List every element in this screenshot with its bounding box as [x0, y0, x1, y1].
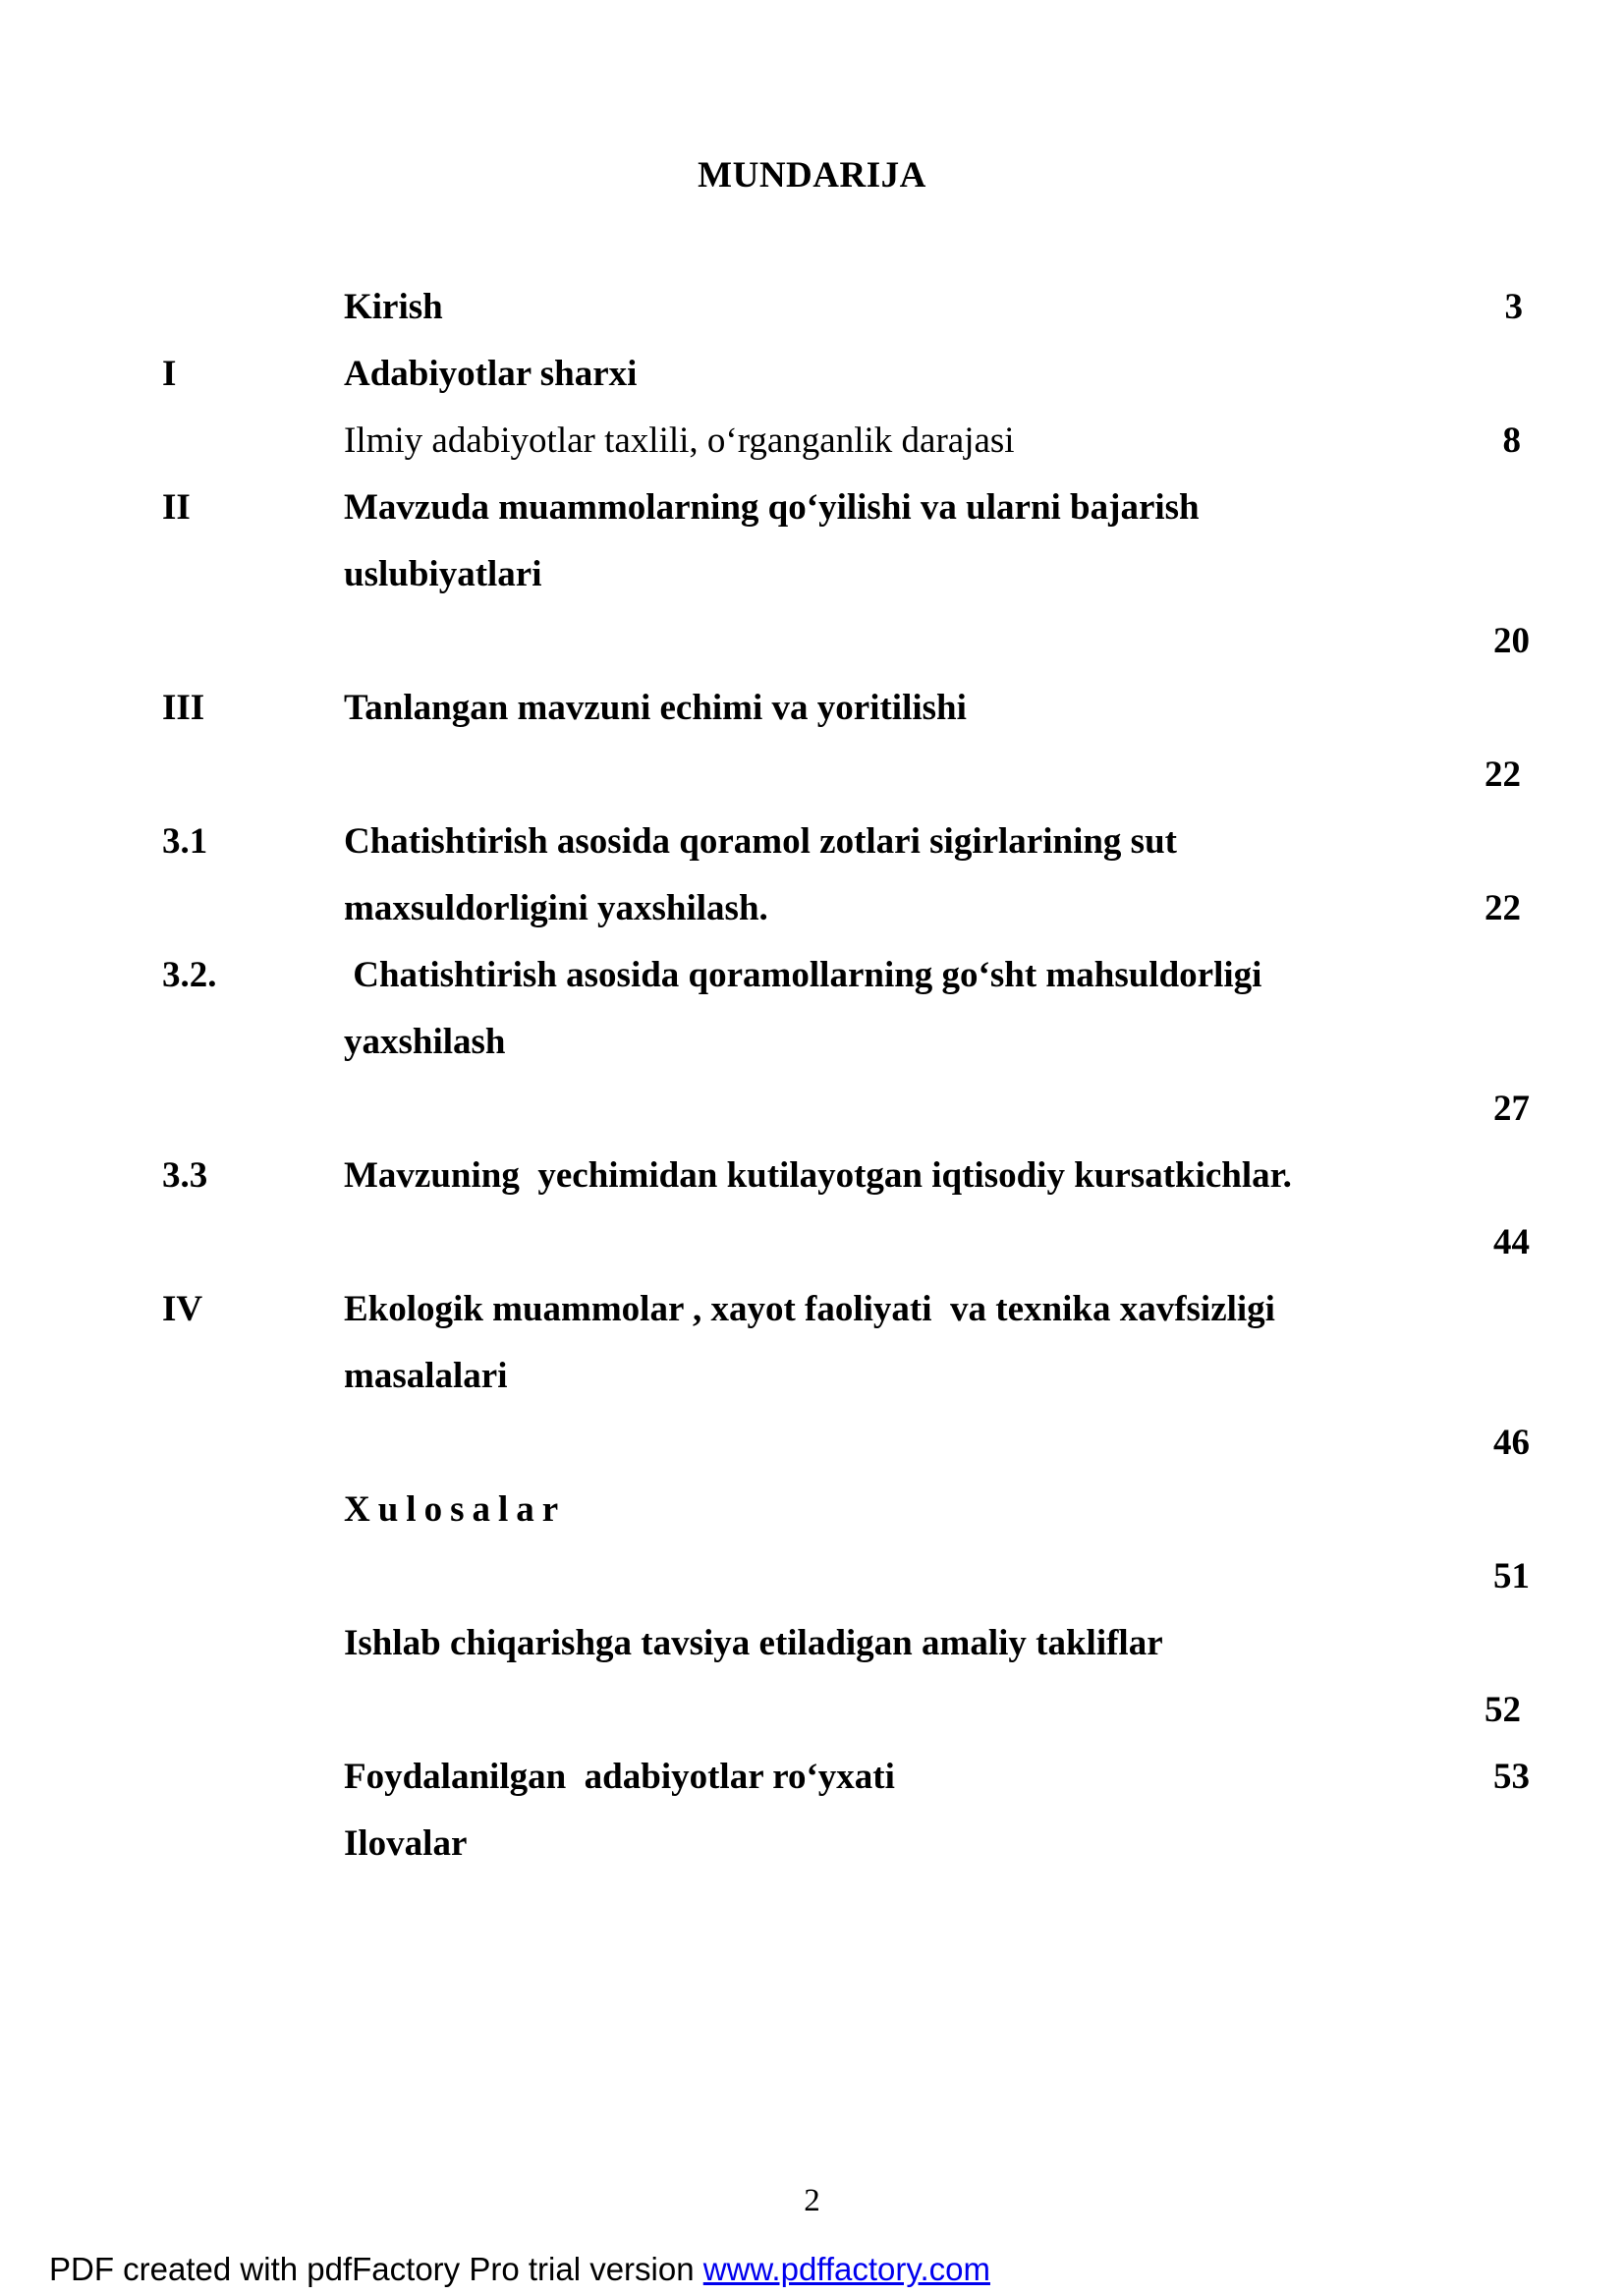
toc-section-title-3-1-line2: maxsuldorligini yaxshilash. [344, 888, 768, 928]
toc-subsection-page-1: 8 [1502, 420, 1521, 461]
toc-section-number-3: III [162, 688, 205, 728]
toc-section-title-4-line1: Ekologik muammolar , xayot faoliyati va texnika xavfsizligi [344, 1289, 1275, 1329]
toc-entry-takliflar-label: Ishlab chiqarishga tavsiya etiladigan amaliy takliflar [344, 1623, 1163, 1663]
footer-link[interactable]: www.pdffactory.com [702, 2251, 990, 2287]
toc-entry-takliflar-page: 52 [1484, 1690, 1521, 1730]
toc-section-title-2-line2: uslubiyatlari [344, 554, 542, 594]
toc-entry-adabiyotlar-page: 53 [1493, 1757, 1530, 1797]
toc-section-number-2: II [162, 487, 191, 528]
toc-subsection-title-1: Ilmiy adabiyotlar taxlili, o‘rganganlik darajasi [344, 420, 1015, 461]
toc-entry-kirish-page: 3 [1504, 287, 1523, 327]
toc-section-page-3-2: 27 [1493, 1089, 1530, 1129]
toc-entry-xulosalar-label: Xulosalar [344, 1489, 567, 1530]
toc-section-page-4: 46 [1493, 1423, 1530, 1463]
toc-section-number-1: I [162, 354, 177, 394]
toc-section-title-2-line1: Mavzuda muammolarning qo‘yilishi va ularni bajarish [344, 487, 1200, 528]
pdf-footer [49, 2248, 990, 2291]
toc-entry-kirish-label: Kirish [344, 287, 443, 327]
toc-entry-xulosalar-page: 51 [1493, 1556, 1530, 1596]
toc-section-page-3: 22 [1484, 755, 1521, 795]
toc-section-title-3-3: Mavzuning yechimidan kutilayotgan iqtisodiy kursatkichlar. [344, 1155, 1292, 1196]
toc-section-title-3-2-line2: yaxshilash [344, 1022, 506, 1062]
page-number: 2 [804, 2183, 820, 2218]
toc-section-title-4-line2: masalalari [344, 1356, 508, 1396]
toc-entry-adabiyotlar-label: Foydalanilgan adabiyotlar ro‘yxati [344, 1757, 895, 1797]
toc-entry-ilovalar-label: Ilovalar [344, 1823, 468, 1864]
toc-section-number-3-1: 3.1 [162, 821, 208, 862]
toc-section-page-3-3: 44 [1493, 1222, 1530, 1262]
toc-section-number-3-2: 3.2. [162, 955, 217, 995]
toc-section-number-3-3: 3.3 [162, 1155, 208, 1196]
toc-section-page-2: 20 [1493, 621, 1530, 661]
toc-section-title-3: Tanlangan mavzuni echimi va yoritilishi [344, 688, 967, 728]
toc-section-title-3-1-line1: Chatishtirish asosida qoramol zotlari sigirlarining sut [344, 821, 1177, 862]
page-title: MUNDARIJA [698, 155, 926, 196]
footer-text: PDF created with pdfFactory Pro trial version [49, 2251, 703, 2287]
toc-section-page-3-1: 22 [1484, 888, 1521, 928]
toc-section-title-1: Adabiyotlar sharxi [344, 354, 638, 394]
toc-section-number-4: IV [162, 1289, 203, 1329]
toc-section-title-3-2-line1: Chatishtirish asosida qoramollarning go‘sht mahsuldorligi [344, 955, 1262, 995]
